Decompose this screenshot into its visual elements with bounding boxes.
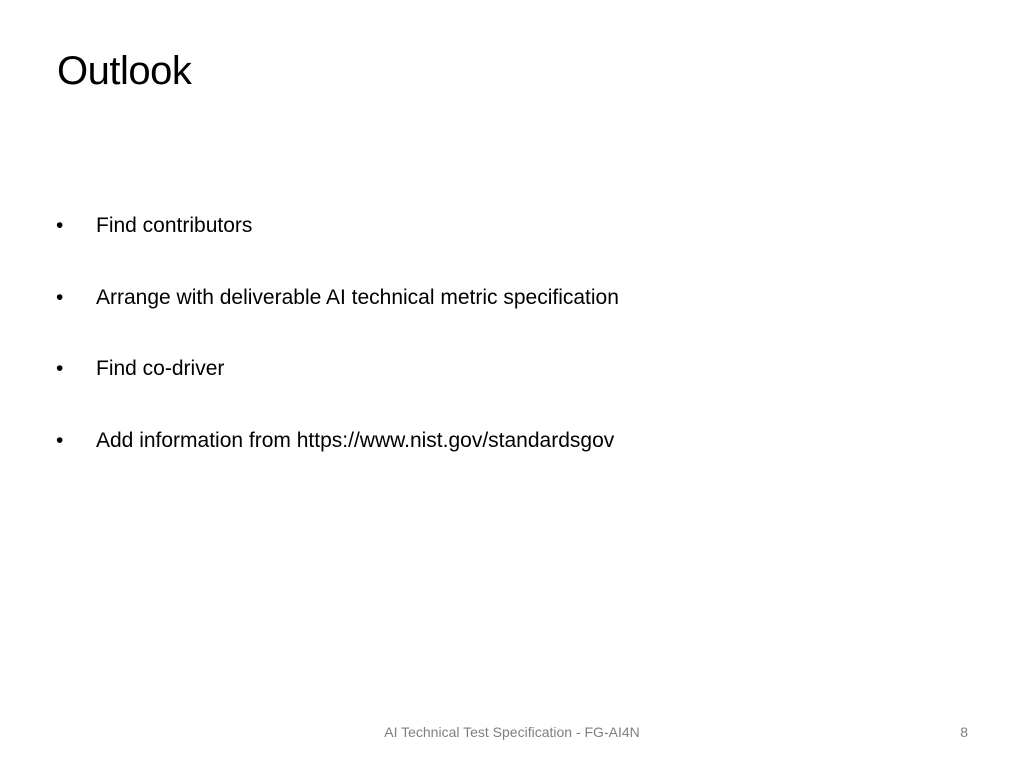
list-item bbox=[56, 283, 956, 313]
list-item bbox=[56, 211, 956, 241]
bullet-icon: • bbox=[56, 428, 64, 452]
bullet-text: Find contributors bbox=[96, 214, 253, 237]
footer-text: AI Technical Test Specification - FG-AI4N bbox=[384, 724, 640, 740]
slide-title: Outlook bbox=[57, 49, 192, 93]
bullet-text: Arrange with deliverable AI technical metric specification bbox=[96, 285, 619, 309]
bullet-text: Add information from https://www.nist.gov/standardsgov bbox=[96, 428, 615, 452]
bullet-icon: • bbox=[56, 285, 64, 309]
bullet-text: Find co-driver bbox=[96, 357, 225, 380]
bullet-list bbox=[56, 211, 956, 497]
list-item bbox=[56, 426, 956, 456]
bullet-icon: • bbox=[56, 357, 64, 380]
bullet-icon: • bbox=[56, 214, 64, 237]
page-number: 8 bbox=[960, 724, 968, 740]
list-item bbox=[56, 354, 956, 384]
